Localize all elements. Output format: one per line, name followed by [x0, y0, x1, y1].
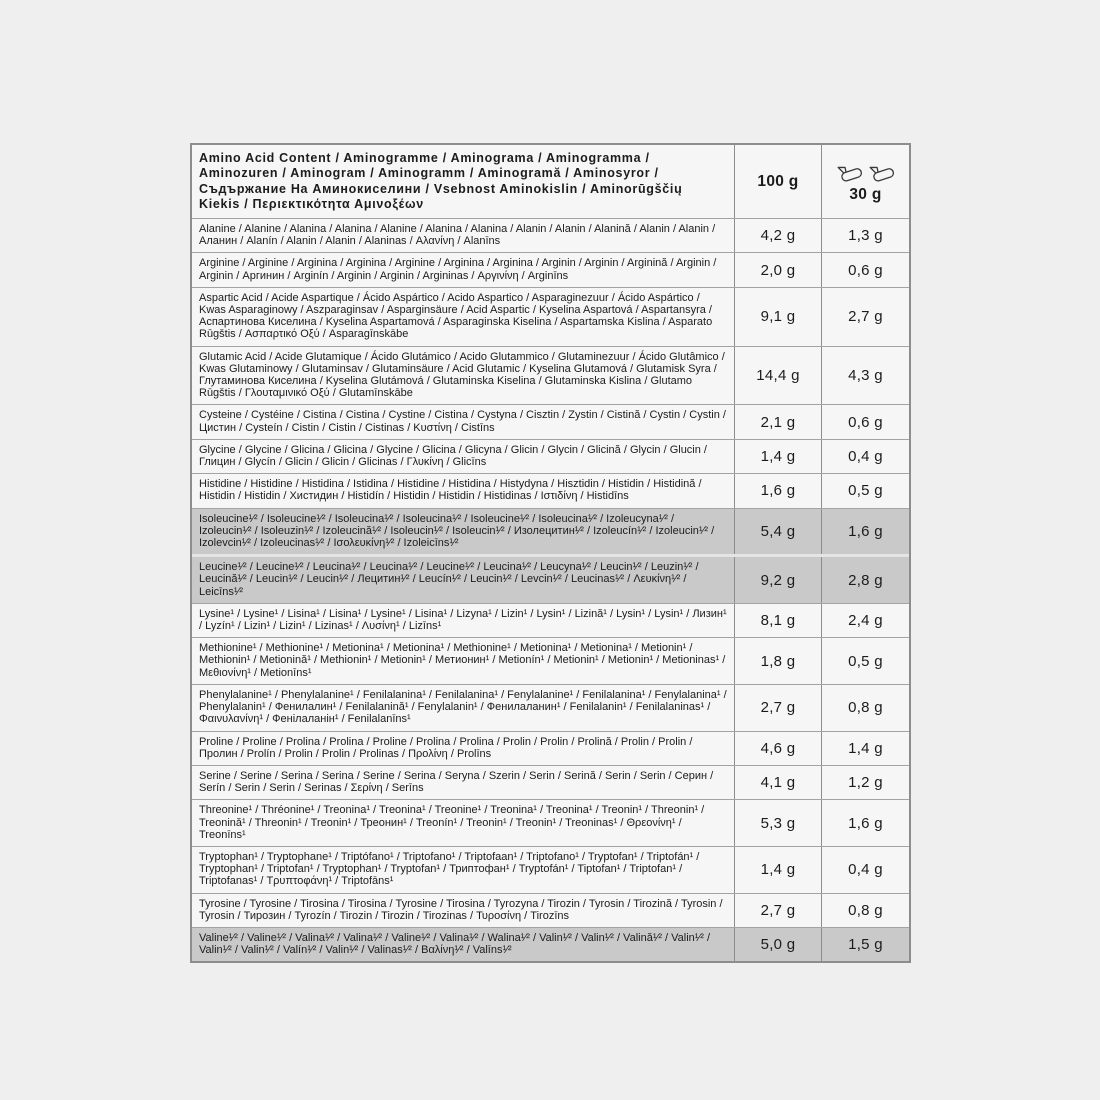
- table-row: [192, 404, 909, 438]
- value-per-30g: 1,5 g: [848, 936, 883, 954]
- value-per-100g: 9,1 g: [735, 288, 822, 346]
- amino-acid-name: Methionine¹ / Methionine¹ / Metionina¹ / Metionina¹ / Methionine¹ / Metionina¹ / Metionina¹ / Metionin¹ / Methionin¹ / Metionină¹ / Methionin¹ / Metionin¹ / Метионин¹ / Metionín¹ / Metionin¹ / Metionin¹ / Metioninas¹ / Μεθιονίνη¹ / Metionīns¹: [192, 638, 735, 684]
- value-per-100g: 4,1 g: [735, 766, 822, 799]
- amino-acid-name: Isoleucine¹⁄² / Isoleucine¹⁄² / Isoleucina¹⁄² / Isoleucina¹⁄² / Isoleucine¹⁄² / Isoleucina¹⁄² / Izoleucyna¹⁄² / Izoleucin¹⁄² / Isoleuzin¹⁄² / Izoleucină¹⁄² / Isoleucin¹⁄² / Isoleucin¹⁄² / Изолецитин¹⁄² / Izoleucín¹⁄² / Izoleucin¹⁄² / Izolevcin¹⁄² / Izoleucinas¹⁄² / Ισολευκίνη¹⁄² / Izoleicīns¹⁄²: [192, 509, 735, 555]
- value-per-30g: 4,3 g: [848, 367, 883, 385]
- amino-acid-table: [190, 143, 911, 963]
- value-per-100g: 2,7 g: [735, 685, 822, 731]
- scoop-icon: [835, 160, 865, 185]
- table-row: [192, 799, 909, 846]
- value-per-30g: 0,6 g: [848, 413, 883, 431]
- value-per-100g: 2,7 g: [735, 894, 822, 927]
- table-row: [192, 731, 909, 765]
- value-per-100g: 8,1 g: [735, 604, 822, 637]
- amino-acid-name: Threonine¹ / Thréonine¹ / Treonina¹ / Treonina¹ / Treonine¹ / Treonina¹ / Treonina¹ / Treonin¹ / Threonin¹ / Treonină¹ / Threonin¹ / Treonin¹ / Треонин¹ / Treonín¹ / Treonin¹ / Treonin¹ / Treoninas¹ / Θρεονίνη¹ / Treonīns¹: [192, 800, 735, 846]
- value-per-100g: 1,6 g: [735, 474, 822, 507]
- table-title: Amino Acid Content / Aminogramme / Aminograma / Aminogramma / Aminozuren / Aminogram / Aminogramm / Aminogramă / Aminosyror / Съдържание На Аминокиселини / Vsebnost Aminokislin / Aminorūgščių Kiekis / Περιεκτικότητα Αμινοξέων: [192, 145, 735, 218]
- amino-acid-name: Valine¹⁄² / Valine¹⁄² / Valina¹⁄² / Valina¹⁄² / Valine¹⁄² / Valina¹⁄² / Walina¹⁄² / Valin¹⁄² / Valin¹⁄² / Valină¹⁄² / Valin¹⁄² / Valin¹⁄² / Valin¹⁄² / Valín¹⁄² / Valin¹⁄² / Valinas¹⁄² / Βαλίνη¹⁄² / Valīns¹⁄²: [192, 928, 735, 961]
- value-per-100g: 4,2 g: [735, 219, 822, 252]
- amino-acid-name: Phenylalanine¹ / Phenylalanine¹ / Fenilalanina¹ / Fenilalanina¹ / Fenylalanine¹ / Fenilalanina¹ / Fenylalanina¹ / Phenylalanin¹ / Фенилалин¹ / Fenilalanină¹ / Fenylalanin¹ / Фенилаланин¹ / Fenilalanin¹ / Fenilalaninas¹ / Φαινυλανίνη¹ / Фенілаланін¹ / Fenilalanīns¹: [192, 685, 735, 731]
- amino-acid-name: Leucine¹⁄² / Leucine¹⁄² / Leucina¹⁄² / Leucina¹⁄² / Leucine¹⁄² / Leucina¹⁄² / Leucyna¹⁄² / Leucin¹⁄² / Leuzin¹⁄² / Leucină¹⁄² / Leucin¹⁄² / Leucin¹⁄² / Лецитин¹⁄² / Leucín¹⁄² / Leucin¹⁄² / Levcin¹⁄² / Leucinas¹⁄² / Λευκίνη¹⁄² / Leicīns¹⁄²: [192, 557, 735, 603]
- scoop-icon: [867, 160, 897, 185]
- value-per-30g: 2,8 g: [848, 571, 883, 589]
- value-per-30g: 0,4 g: [848, 448, 883, 466]
- value-per-30g: 1,2 g: [848, 774, 883, 792]
- value-per-30g: 0,4 g: [848, 861, 883, 879]
- value-per-100g: 4,6 g: [735, 732, 822, 765]
- amino-acid-name: Tryptophan¹ / Tryptophane¹ / Triptófano¹ / Triptofano¹ / Triptofaan¹ / Triptofano¹ / Tryptofan¹ / Triptofán¹ / Tryptophan¹ / Triptofan¹ / Tryptophan¹ / Tryptofan¹ / Триптофан¹ / Tryptofán¹ / Tiptofan¹ / Triptofan¹ / Triptofanas¹ / Τρυπτοφάνη¹ / Triptofāns¹: [192, 847, 735, 893]
- amino-acid-name: Cysteine / Cystéine / Cistina / Cistina / Cystine / Cistina / Cystyna / Cisztin / Zystin / Cistină / Cystin / Cystin / Цистин / Cysteín / Cistin / Cistin / Cistinas / Κυστίνη / Cistīns: [192, 405, 735, 438]
- amino-acid-name: Tyrosine / Tyrosine / Tirosina / Tirosina / Tyrosine / Tirosina / Tyrozyna / Tirozin / Tyrosin / Tirozină / Tyrosin / Tyrosin / Тирозин / Tyrozín / Tirozin / Tirozin / Tirozinas / Τυροσίνη / Tirozīns: [192, 894, 735, 927]
- value-per-100g: 5,0 g: [735, 928, 822, 961]
- table-row: [192, 554, 909, 603]
- value-per-100g: 9,2 g: [735, 557, 822, 603]
- table-row: [192, 252, 909, 286]
- value-per-100g: 5,3 g: [735, 800, 822, 846]
- amino-acid-name: Glycine / Glycine / Glicina / Glicina / Glycine / Glicina / Glicyna / Glicin / Glycin / Glicină / Glycin / Glucin / Глицин / Glycín / Glicin / Glicin / Glicinas / Γλυκίνη / Glicīns: [192, 440, 735, 473]
- value-per-30g: 2,7 g: [848, 308, 883, 326]
- table-row: [192, 218, 909, 252]
- column-header-30g-label: 30 g: [849, 185, 882, 203]
- table-row: [192, 439, 909, 473]
- table-row: [192, 603, 909, 637]
- table-row: [192, 684, 909, 731]
- value-per-100g: 2,0 g: [735, 253, 822, 286]
- table-row: [192, 508, 909, 555]
- scoop-icons: [835, 160, 897, 185]
- amino-acid-name: Proline / Proline / Prolina / Prolina / Proline / Prolina / Prolina / Prolin / Prolin / Prolină / Prolin / Prolin / Пролин / Prolín / Prolin / Prolin / Prolinas / Προλίνη / Prolīns: [192, 732, 735, 765]
- amino-acid-name: Serine / Serine / Serina / Serina / Serine / Serina / Seryna / Szerin / Serin / Serină / Serin / Serin / Серин / Serín / Serin / Serin / Serinas / Σερίνη / Serīns: [192, 766, 735, 799]
- amino-acid-name: Arginine / Arginine / Arginina / Arginina / Arginine / Arginina / Arginina / Arginin / Arginin / Arginină / Arginin / Arginin / Аргинин / Arginín / Arginin / Arginin / Argininas / Αργινίνη / Arginīns: [192, 253, 735, 286]
- value-per-100g: 1,4 g: [735, 847, 822, 893]
- amino-acid-name: Alanine / Alanine / Alanina / Alanina / Alanine / Alanina / Alanina / Alanin / Alanin / Alanină / Alanin / Alanin / Аланин / Alanín / Alanin / Alanin / Alaninas / Αλανίνη / Alanīns: [192, 219, 735, 252]
- value-per-30g: 1,6 g: [848, 814, 883, 832]
- value-per-30g: 0,6 g: [848, 261, 883, 279]
- column-header-100g: 100 g: [735, 145, 822, 218]
- value-per-100g: 1,8 g: [735, 638, 822, 684]
- value-per-30g: 1,6 g: [848, 522, 883, 540]
- table-row: [192, 287, 909, 346]
- amino-acid-name: Glutamic Acid / Acide Glutamique / Ácido Glutámico / Acido Glutammico / Glutaminezuur / Ácido Glutâmico / Kwas Glutaminowy / Glutaminsav / Glutaminsäure / Acid Glutamic / Kyselina Glutamová / Glutamisk Syra / Глутаминова Киселина / Kyselina Glutámová / Glutaminska Kiselina / Glutaminska Kislina / Glutamo Rūgštis / Γλουταμινικό Οξύ / Glutamīnskābe: [192, 347, 735, 405]
- value-per-100g: 5,4 g: [735, 509, 822, 555]
- value-per-30g: 0,8 g: [848, 901, 883, 919]
- amino-acid-name: Aspartic Acid / Acide Aspartique / Ácido Aspártico / Acido Aspartico / Asparaginezuur / Ácido Aspártico / Kwas Asparaginowy / Aszparaginsav / Asparginsäure / Acid Aspartic / Kyselina Aspartová / Aspartansyra / Аспартинова Киселина / Kyselina Aspartamová / Asparaginska Kiselina / Aspartamska Kislina / Asparato Rūgštis / Ασπαρτικό Οξύ / Asparagīnskābe: [192, 288, 735, 346]
- value-per-30g: 2,4 g: [848, 612, 883, 630]
- table-header-row: [192, 145, 909, 218]
- value-per-30g: 0,5 g: [848, 652, 883, 670]
- column-header-30g: [822, 145, 909, 218]
- value-per-100g: 14,4 g: [735, 347, 822, 405]
- value-per-100g: 2,1 g: [735, 405, 822, 438]
- amino-table-body: [192, 218, 909, 961]
- amino-acid-name: Lysine¹ / Lysine¹ / Lisina¹ / Lisina¹ / Lysine¹ / Lisina¹ / Lizyna¹ / Lizin¹ / Lysin¹ / Lizină¹ / Lysin¹ / Lysin¹ / Лизин¹ / Lyzín¹ / Lizin¹ / Lizin¹ / Lizinas¹ / Λυσίνη¹ / Lizīns¹: [192, 604, 735, 637]
- table-row: [192, 765, 909, 799]
- table-row: [192, 927, 909, 961]
- table-row: [192, 637, 909, 684]
- table-row: [192, 473, 909, 507]
- table-row: [192, 846, 909, 893]
- value-per-30g: 1,3 g: [848, 227, 883, 245]
- table-row: [192, 346, 909, 405]
- value-per-30g: 0,8 g: [848, 699, 883, 717]
- value-per-100g: 1,4 g: [735, 440, 822, 473]
- value-per-30g: 0,5 g: [848, 482, 883, 500]
- table-row: [192, 893, 909, 927]
- amino-acid-name: Histidine / Histidine / Histidina / Istidina / Histidine / Histidina / Histydyna / Hisztidin / Histidin / Histidină / Histidin / Histidin / Хистидин / Histidín / Histidin / Histidin / Histidinas / Ιστιδίνη / Histidīns: [192, 474, 735, 507]
- value-per-30g: 1,4 g: [848, 739, 883, 757]
